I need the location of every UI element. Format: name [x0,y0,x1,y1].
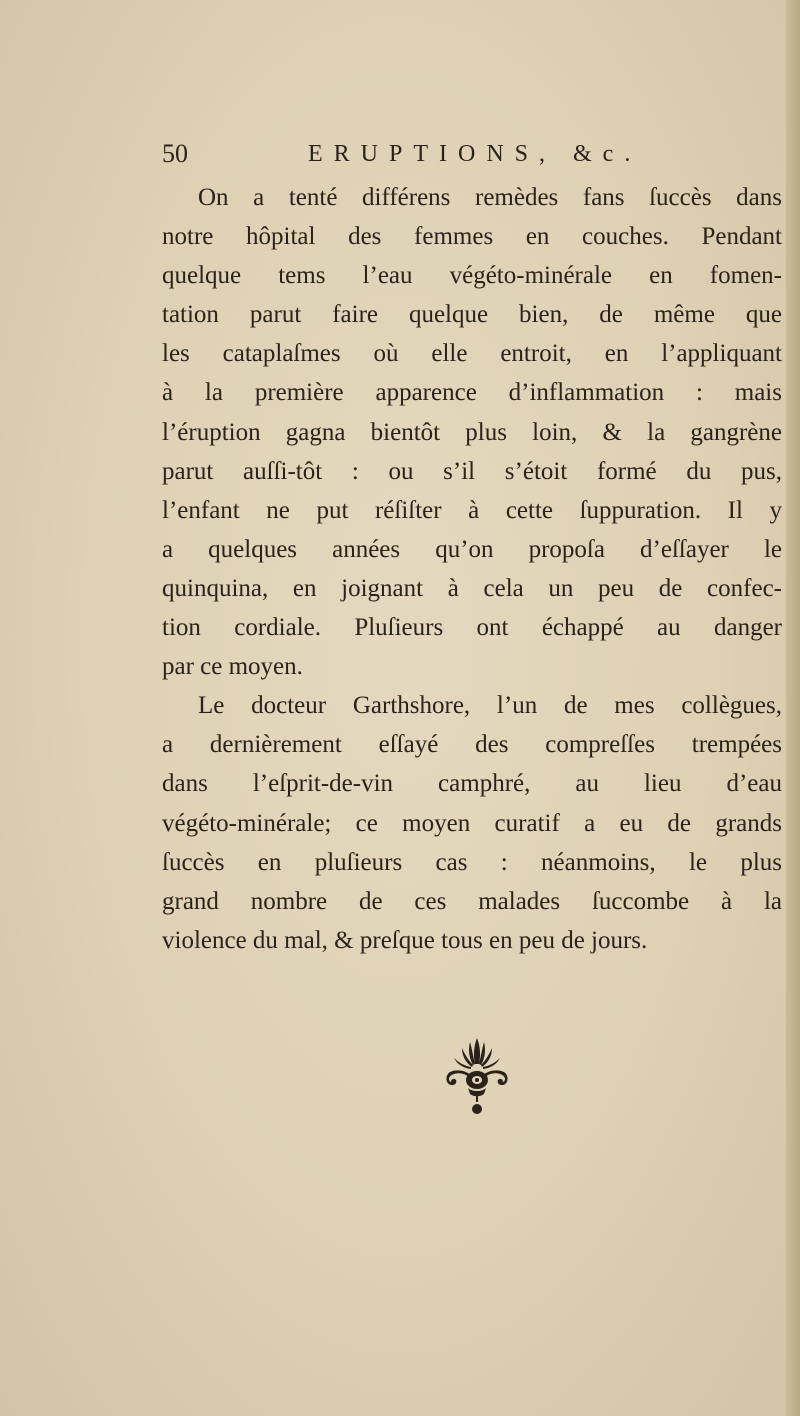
text-line: grand nombre de ces malades ſuccombe à la [162,887,782,915]
text-line: On a tenté différens remèdes fans ſuccès dans [198,184,782,211]
fleuron-ornament-icon [440,1036,514,1120]
text-line: a dernièrement eſſayé des compreſſes trempées [162,731,782,759]
body-text [162,178,782,960]
text-line: Le docteur Garthshore, l’un de mes collègues, [198,692,782,720]
text-line: notre hôpital des femmes en couches. Pendant [162,223,782,251]
text-line: l’éruption gagna bientôt plus loin, & la gangrène [162,418,782,446]
text-line: l’enfant ne put réſiſter à cette ſuppuration. Il y [162,496,782,524]
text-line: tion cordiale. Pluſieurs ont échappé au danger [162,614,782,642]
text-line: quinquina, en joignant à cela un peu de confec- [162,574,782,602]
text-line: par ce moyen. [162,653,303,681]
text-line: quelque tems l’eau végéto-minérale en fomen- [162,262,782,290]
text-line: a quelques années qu’on propoſa d’eſſayer le [162,535,782,563]
text-line: tation parut faire quelque bien, de même que [162,301,782,329]
text-line: ſuccès en pluſieurs cas : néanmoins, le plus [162,848,782,876]
text-line: à la première apparence d’inflammation : mais [162,379,782,407]
paragraph [162,178,782,686]
text-line: parut auſſi-tôt : ou s’il s’étoit formé du pus, [162,457,782,485]
text-line: violence du mal, & preſque tous en peu de jours. [162,926,648,954]
paragraph [162,686,782,960]
text-line: dans l’eſprit-de-vin camphré, au lieu d’eau [162,770,782,798]
page-gutter [786,0,800,1416]
text-line: les cataplaſmes où elle entroit, en l’appliquant [162,340,782,368]
page-number: 50 [162,139,188,168]
text-line: végéto-minérale; ce moyen curatif a eu de grands [162,809,782,837]
running-head [162,136,782,176]
running-title: ERUPTIONS, &c. [308,141,642,167]
